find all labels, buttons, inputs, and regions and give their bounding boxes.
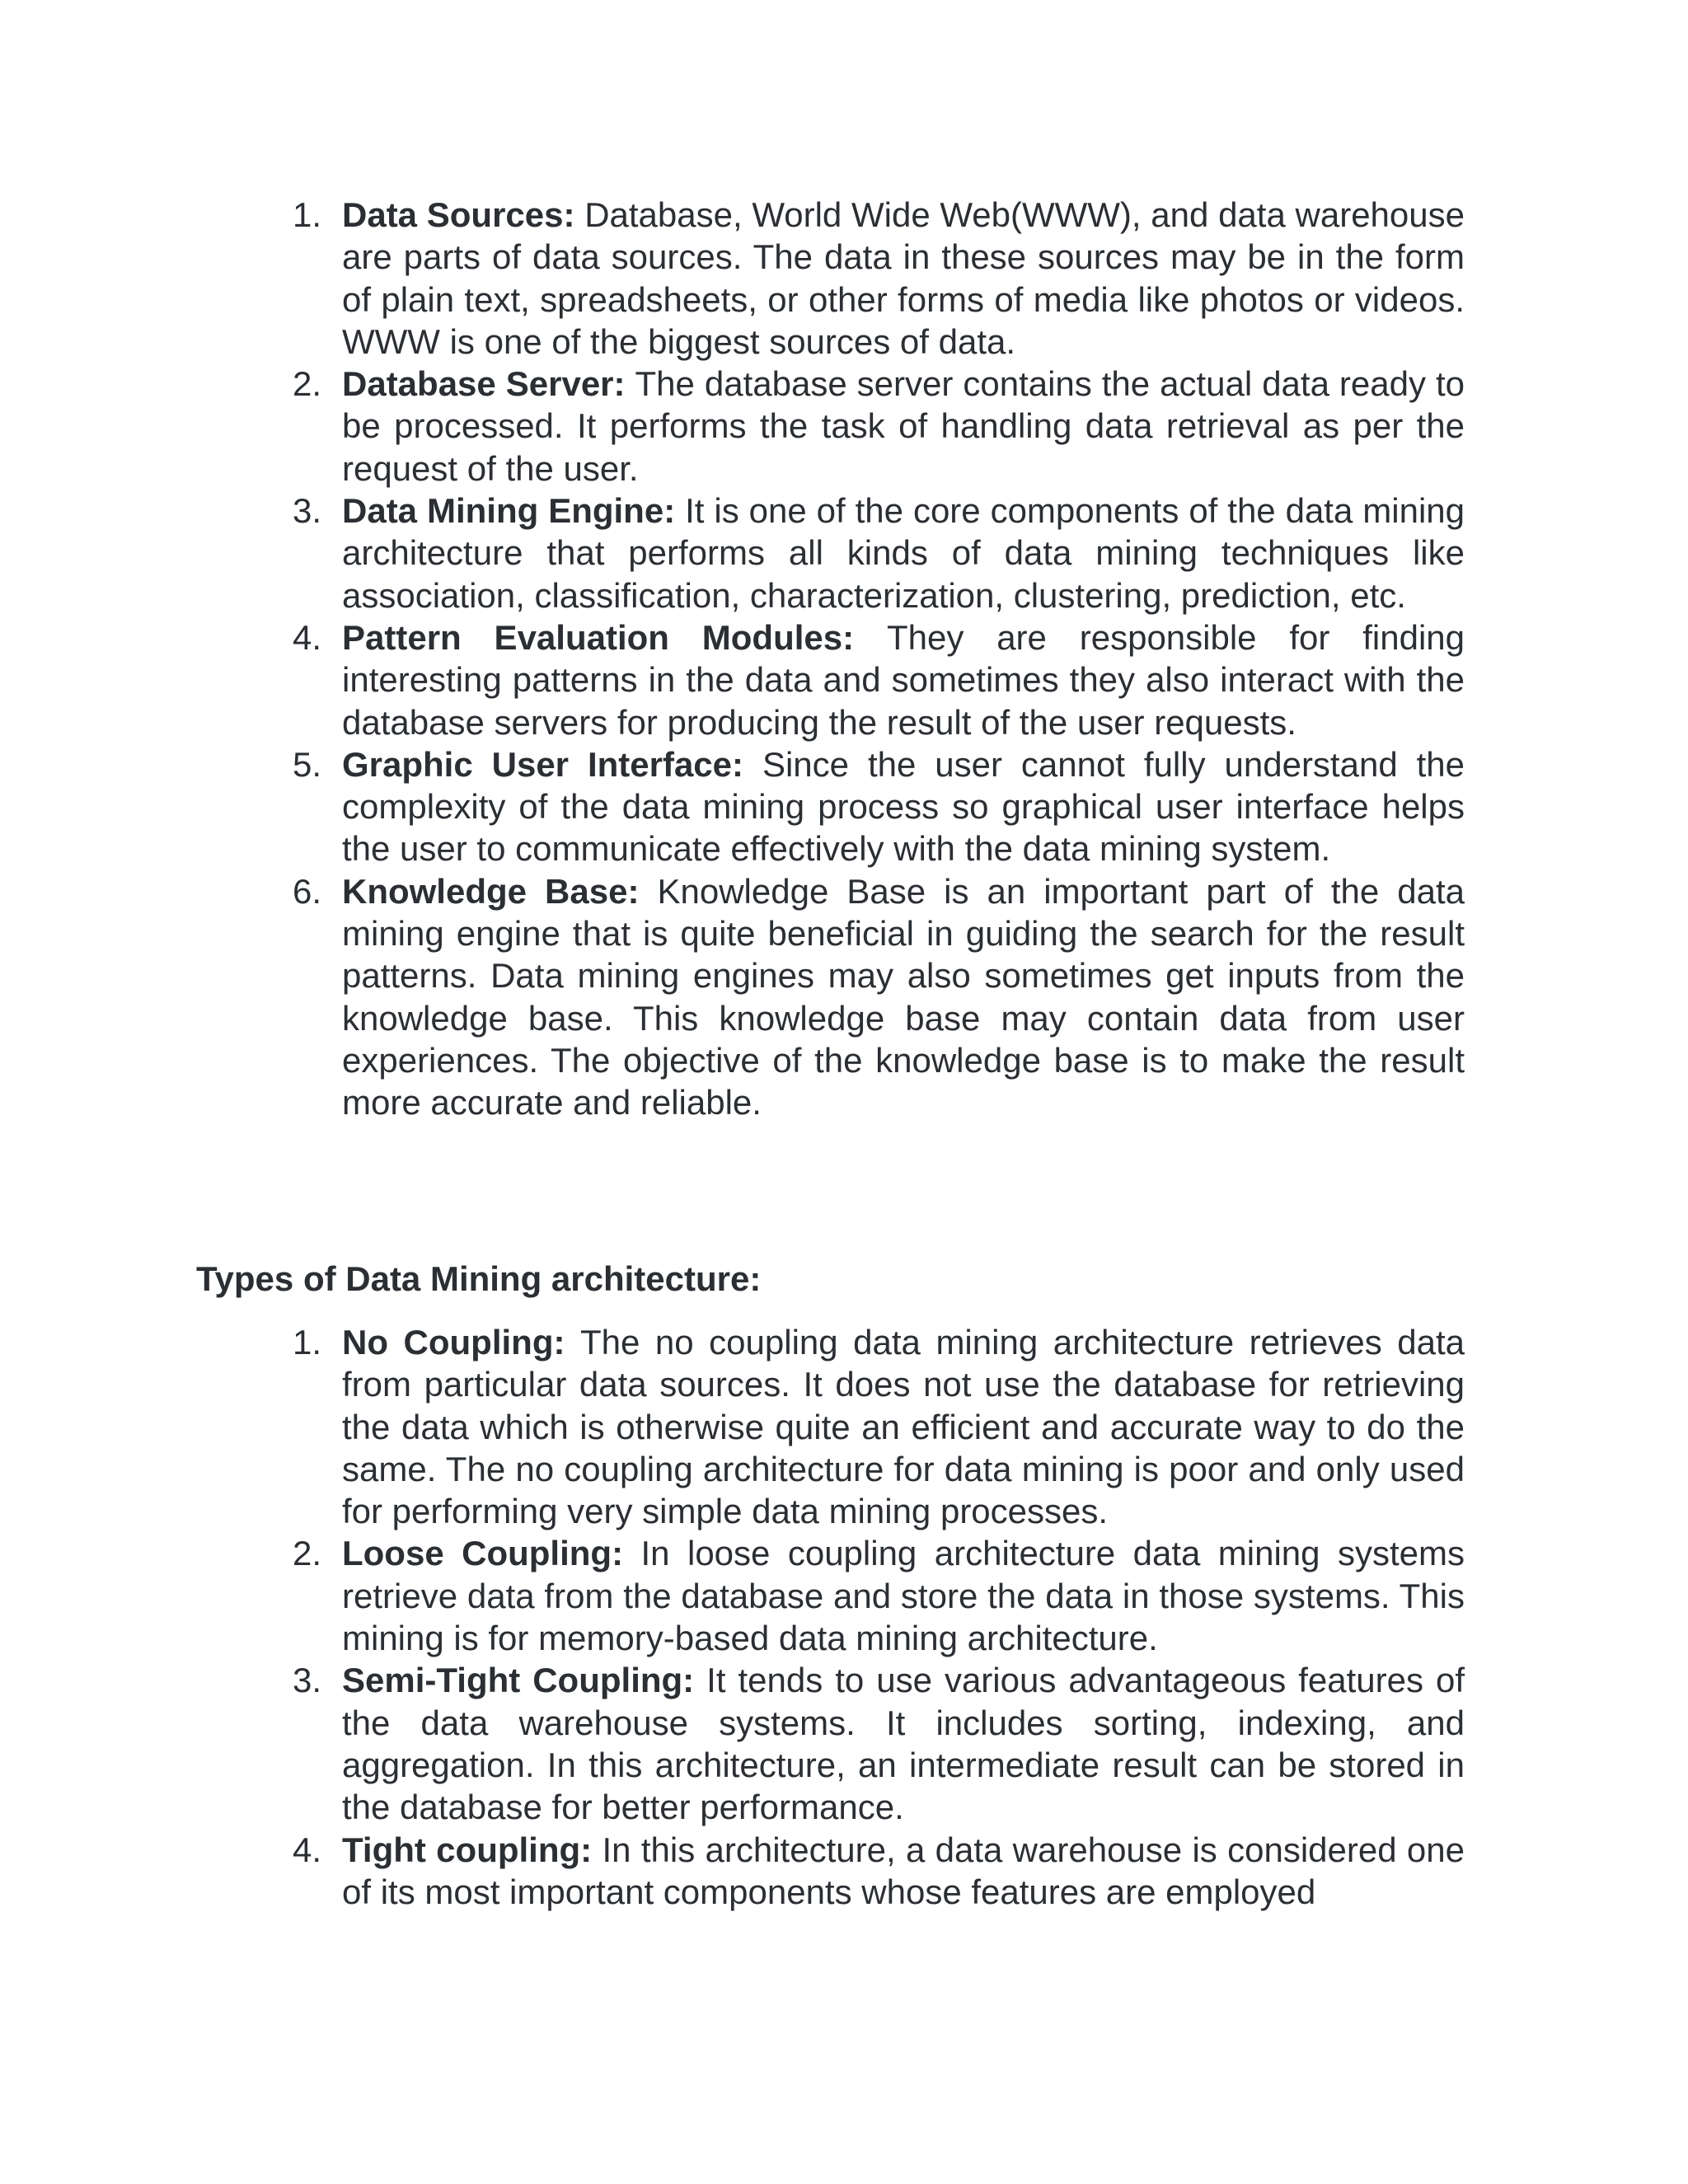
list-item [293, 743, 1465, 870]
item-text: It is one of the core components of the data mining architecture that performs all kinds of data mining techniques like association, classification, characterization, clustering, prediction, etc. [342, 491, 1465, 615]
architecture-types-list [293, 1321, 1465, 1913]
item-number: 4. [293, 617, 322, 657]
item-text: Database, World Wide Web(WWW), and data warehouse are parts of data sources. The data in these sources may be in the form of plain text, spreadsheets, or other forms of media like photos or videos. WWW is one of the biggest sources of data. [342, 195, 1465, 361]
item-number: 2. [293, 364, 322, 404]
item-number: 4. [293, 1830, 322, 1869]
item-text: Since the user cannot fully understand the complexity of the data mining process so graphical user interface helps the user to communicate effectively with the data mining system. [342, 744, 1465, 869]
list-item [293, 1532, 1465, 1659]
item-number: 6. [293, 871, 322, 911]
list-item [293, 363, 1465, 490]
item-term: Tight coupling: [342, 1830, 593, 1869]
item-number: 2. [293, 1534, 322, 1573]
item-text: The database server contains the actual data ready to be processed. It performs the task of handling data retrieval as per the request of the user. [342, 364, 1465, 488]
item-term: Database Server: [342, 364, 626, 404]
item-number: 3. [293, 1661, 322, 1700]
list-item [293, 870, 1465, 1124]
item-number: 5. [293, 744, 322, 784]
item-text: Knowledge Base is an important part of the data mining engine that is quite beneficial in guiding the search for the result patterns. Data mining engines may also sometimes get inputs from the knowledge base. This knowledge base may contain data from user experiences. The objective of the knowledge base is to make the result more accurate and reliable. [342, 871, 1465, 1122]
item-number: 3. [293, 491, 322, 531]
list-item [293, 194, 1465, 363]
item-text: It tends to use various advantageous features of the data warehouse systems. It includes sorting, indexing, and aggregation. In this architecture, an intermediate result can be stored in the database for better performance. [342, 1661, 1465, 1827]
item-term: Data Mining Engine: [342, 491, 676, 531]
item-text: The no coupling data mining architecture retrieves data from particular data sources. It does not use the database for retrieving the data which is otherwise quite an efficient and accurate way to do the same. The no coupling architecture for data mining is poor and only used for performing very simple data mining processes. [342, 1323, 1465, 1531]
list-item [293, 1829, 1465, 1914]
item-text: In loose coupling architecture data mining systems retrieve data from the database and store the data in those systems. This mining is for memory-based data mining architecture. [342, 1534, 1465, 1658]
item-term: Knowledge Base: [342, 871, 640, 911]
components-list [293, 194, 1465, 1124]
item-number: 1. [293, 195, 322, 234]
item-term: Graphic User Interface: [342, 744, 744, 784]
item-term: Data Sources: [342, 195, 575, 234]
section-heading: Types of Data Mining architecture: [196, 1259, 762, 1298]
item-term: No Coupling: [342, 1323, 565, 1361]
item-text: In this architecture, a data warehouse is considered one of its most important components whose features are employed [342, 1830, 1465, 1911]
item-term: Pattern Evaluation Modules: [342, 617, 855, 657]
list-item [293, 490, 1465, 616]
item-text: They are responsible for finding interesting patterns in the data and sometimes they also interact with the database servers for producing the result of the user requests. [342, 617, 1465, 742]
list-item [293, 616, 1465, 743]
list-item [293, 1321, 1465, 1532]
list-item [293, 1659, 1465, 1828]
item-number: 1. [293, 1323, 322, 1361]
item-term: Semi-Tight Coupling: [342, 1661, 695, 1700]
item-term: Loose Coupling: [342, 1534, 624, 1573]
